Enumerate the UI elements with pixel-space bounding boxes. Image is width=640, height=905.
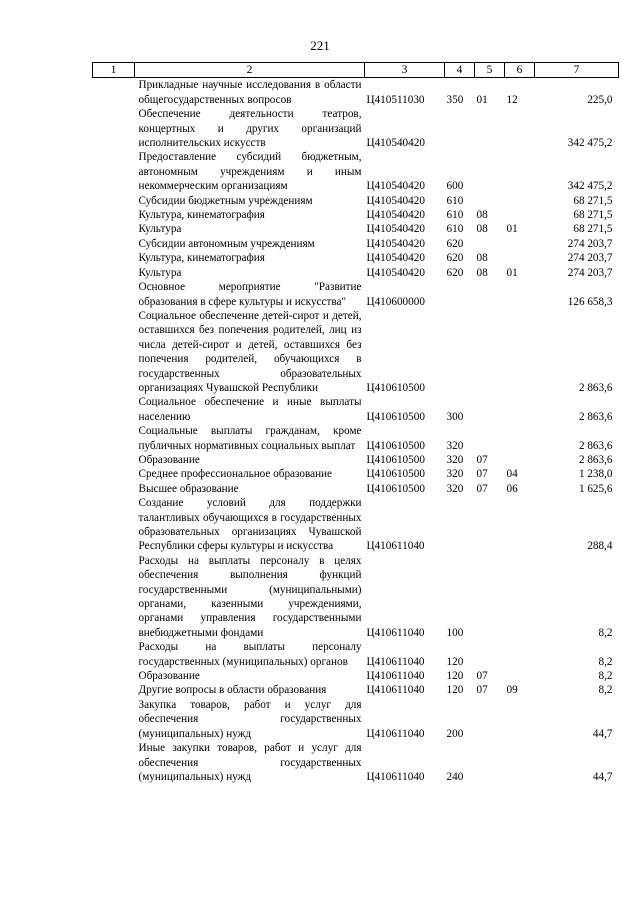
row-section: 08 xyxy=(476,209,488,222)
row-subsection xyxy=(505,251,535,265)
row-target-code: Ц410540420 xyxy=(366,223,425,236)
row-amount: 8,2 xyxy=(598,655,613,668)
row-amount: 8,2 xyxy=(598,670,613,683)
row-name: Среднее профессиональное образование xyxy=(138,468,333,481)
row-name: Прикладные научные исследования в области общегосударственных вопросов xyxy=(138,79,362,106)
row-amount: 342 475,2 xyxy=(567,137,613,150)
row-target-code: Ц410611040 xyxy=(366,670,425,683)
row-target-code: Ц410610500 xyxy=(366,482,425,495)
row-target-code: Ц410610500 xyxy=(366,381,425,394)
row-expense-type: 610 xyxy=(446,223,464,236)
row-amount: 2 863,6 xyxy=(578,381,613,394)
row-target-code: Ц410611040 xyxy=(366,770,425,783)
row-amount: 288,4 xyxy=(587,540,613,553)
row-name: Расходы на выплаты персоналу государственных (муниципальных) органов xyxy=(138,641,362,668)
row-empty-cell xyxy=(93,640,135,669)
row-expense-type: 100 xyxy=(446,626,464,639)
row-name: Иные закупки товаров, работ и услуг для обеспечения государственных (муниципальных) нужд xyxy=(138,742,362,783)
row-target-code: Ц410511030 xyxy=(366,93,425,106)
row-target-code: Ц410540420 xyxy=(366,237,425,250)
row-section xyxy=(475,640,505,669)
row-section xyxy=(475,309,505,395)
row-amount: 225,0 xyxy=(587,93,613,106)
table-row xyxy=(93,482,619,496)
row-expense-type xyxy=(445,280,475,309)
row-expense-type: 120 xyxy=(446,684,464,697)
budget-table xyxy=(92,62,619,784)
row-empty-cell xyxy=(93,251,135,265)
row-section xyxy=(475,150,505,193)
row-expense-type: 120 xyxy=(446,655,464,668)
row-section xyxy=(475,698,505,741)
row-expense-type: 610 xyxy=(446,209,464,222)
row-name: Социальное обеспечение детей-сирот и детей, оставшихся без попечения родителей, лиц из числа детей-сирот и детей, оставшихся без попечения родителей, обучающихся в государственных образовательных организациях Чувашской Республики xyxy=(138,309,362,394)
row-empty-cell xyxy=(93,741,135,784)
table-row xyxy=(93,194,619,208)
table-row xyxy=(93,698,619,741)
table-row xyxy=(93,669,619,683)
row-amount: 2 863,6 xyxy=(578,453,613,466)
row-section xyxy=(475,424,505,453)
row-empty-cell xyxy=(93,237,135,251)
row-expense-type xyxy=(445,496,475,554)
header-cell: 7 xyxy=(535,63,619,78)
row-amount: 68 271,5 xyxy=(573,194,613,207)
row-name: Создание условий для поддержки талантливых обучающихся в государственных образовательных организациях Чувашской Республики сферы культуры и искусства xyxy=(138,497,362,553)
row-target-code: Ц410540420 xyxy=(366,137,425,150)
row-subsection xyxy=(505,453,535,467)
row-name: Образование xyxy=(138,453,200,466)
header-cell: 6 xyxy=(505,63,535,78)
table-row xyxy=(93,251,619,265)
row-empty-cell xyxy=(93,222,135,236)
row-target-code: Ц410600000 xyxy=(366,295,425,308)
row-section: 07 xyxy=(476,468,488,481)
table-row xyxy=(93,741,619,784)
row-section xyxy=(475,395,505,424)
row-empty-cell xyxy=(93,107,135,150)
row-target-code: Ц410610500 xyxy=(366,453,425,466)
row-subsection: 01 xyxy=(506,223,518,236)
row-name: Высшее образование xyxy=(138,482,239,495)
table-row xyxy=(93,150,619,193)
row-target-code: Ц410611040 xyxy=(366,655,425,668)
row-name: Культура, кинематография xyxy=(138,209,265,222)
row-amount: 1 625,6 xyxy=(578,482,613,495)
row-target-code: Ц410611040 xyxy=(366,540,425,553)
table-row xyxy=(93,554,619,640)
row-target-code: Ц410610500 xyxy=(366,468,425,481)
row-target-code: Ц410610500 xyxy=(366,439,425,452)
row-empty-cell xyxy=(93,554,135,640)
row-section: 08 xyxy=(476,252,488,265)
row-empty-cell xyxy=(93,395,135,424)
row-section xyxy=(475,554,505,640)
row-name: Другие вопросы в области образования xyxy=(138,684,327,697)
row-subsection xyxy=(505,237,535,251)
row-section: 07 xyxy=(476,670,488,683)
header-cell: 2 xyxy=(135,63,365,78)
row-subsection xyxy=(505,150,535,193)
row-section: 07 xyxy=(476,684,488,697)
row-target-code: Ц410540420 xyxy=(366,266,425,279)
row-empty-cell xyxy=(93,698,135,741)
row-empty-cell xyxy=(93,453,135,467)
row-expense-type: 320 xyxy=(446,468,464,481)
row-empty-cell xyxy=(93,309,135,395)
row-name: Основное мероприятие "Развитие образования в сфере культуры и искусства" xyxy=(138,281,362,308)
table-row xyxy=(93,222,619,236)
row-amount: 126 658,3 xyxy=(567,295,613,308)
row-subsection xyxy=(505,741,535,784)
row-expense-type: 320 xyxy=(446,482,464,495)
row-subsection: 01 xyxy=(506,266,518,279)
header-cell: 4 xyxy=(445,63,475,78)
table-row xyxy=(93,266,619,280)
row-amount: 274 203,7 xyxy=(567,266,613,279)
row-empty-cell xyxy=(93,78,135,107)
row-target-code: Ц410611040 xyxy=(366,727,425,740)
table-row xyxy=(93,280,619,309)
row-section: 08 xyxy=(476,266,488,279)
row-name: Образование xyxy=(138,670,200,683)
table-row xyxy=(93,640,619,669)
row-section xyxy=(475,194,505,208)
table-row xyxy=(93,496,619,554)
row-empty-cell xyxy=(93,424,135,453)
row-subsection xyxy=(505,194,535,208)
header-cell: 3 xyxy=(365,63,445,78)
row-empty-cell xyxy=(93,194,135,208)
table-row xyxy=(93,683,619,697)
row-name: Расходы на выплаты персоналу в целях обеспечения выполнения функций государственными (муниципальными) органами, казенными учреждениями, органами управления государственными внебюджетными фондами xyxy=(138,554,362,639)
row-expense-type: 620 xyxy=(446,266,464,279)
table-row xyxy=(93,237,619,251)
row-section: 07 xyxy=(476,482,488,495)
row-expense-type xyxy=(445,107,475,150)
row-amount: 274 203,7 xyxy=(567,252,613,265)
row-expense-type: 200 xyxy=(446,727,464,740)
row-name: Социальное обеспечение и иные выплаты населению xyxy=(138,396,362,423)
row-amount: 8,2 xyxy=(598,684,613,697)
row-empty-cell xyxy=(93,280,135,309)
page-number: 221 xyxy=(310,38,330,53)
row-section: 01 xyxy=(476,93,488,106)
row-expense-type: 240 xyxy=(446,770,464,783)
header-cell: 1 xyxy=(93,63,135,78)
row-subsection xyxy=(505,669,535,683)
table-row xyxy=(93,395,619,424)
row-subsection xyxy=(505,280,535,309)
row-section xyxy=(475,496,505,554)
row-expense-type: 610 xyxy=(446,194,464,207)
row-empty-cell xyxy=(93,208,135,222)
row-section xyxy=(475,107,505,150)
row-target-code: Ц410611040 xyxy=(366,684,425,697)
table-row xyxy=(93,309,619,395)
row-empty-cell xyxy=(93,467,135,481)
row-subsection xyxy=(505,395,535,424)
table-row xyxy=(93,78,619,107)
table-row xyxy=(93,107,619,150)
row-amount: 44,7 xyxy=(592,727,613,740)
row-empty-cell xyxy=(93,266,135,280)
row-expense-type: 620 xyxy=(446,237,464,250)
row-target-code: Ц410540420 xyxy=(366,194,425,207)
row-amount: 44,7 xyxy=(592,770,613,783)
header-cell: 5 xyxy=(475,63,505,78)
row-subsection: 04 xyxy=(506,468,518,481)
table-header xyxy=(93,63,619,78)
row-section: 08 xyxy=(476,223,488,236)
row-empty-cell xyxy=(93,150,135,193)
row-expense-type: 120 xyxy=(446,670,464,683)
table-row xyxy=(93,453,619,467)
row-subsection xyxy=(505,309,535,395)
row-amount: 8,2 xyxy=(598,626,613,639)
row-amount: 68 271,5 xyxy=(573,209,613,222)
row-target-code: Ц410540420 xyxy=(366,180,425,193)
row-subsection xyxy=(505,496,535,554)
row-subsection: 12 xyxy=(506,93,518,106)
row-amount: 2 863,6 xyxy=(578,410,613,423)
row-amount: 342 475,2 xyxy=(567,180,613,193)
row-section xyxy=(475,280,505,309)
row-subsection: 06 xyxy=(506,482,518,495)
row-amount: 1 238,0 xyxy=(578,468,613,481)
row-target-code: Ц410610500 xyxy=(366,410,425,423)
row-target-code: Ц410611040 xyxy=(366,626,425,639)
row-name: Культура xyxy=(138,223,182,236)
row-expense-type: 320 xyxy=(446,439,464,452)
row-name: Обеспечение деятельности театров, концертных и других организаций исполнительских искусств xyxy=(138,108,362,150)
row-expense-type: 350 xyxy=(446,93,464,106)
row-subsection xyxy=(505,698,535,741)
row-name: Предоставление субсидий бюджетным, автономным учреждениям и иным некоммерческим организациям xyxy=(138,151,362,193)
row-amount: 68 271,5 xyxy=(573,223,613,236)
row-target-code: Ц410540420 xyxy=(366,252,425,265)
table-row xyxy=(93,208,619,222)
row-expense-type: 300 xyxy=(446,410,464,423)
table-row xyxy=(93,424,619,453)
row-name: Субсидии автономным учреждениям xyxy=(138,237,315,250)
row-subsection xyxy=(505,107,535,150)
row-name: Культура, кинематография xyxy=(138,252,265,265)
row-name: Социальные выплаты гражданам, кроме публичных нормативных социальных выплат xyxy=(138,425,362,452)
row-expense-type: 620 xyxy=(446,252,464,265)
row-subsection xyxy=(505,640,535,669)
row-subsection xyxy=(505,554,535,640)
table-body xyxy=(93,78,619,784)
row-target-code: Ц410540420 xyxy=(366,209,425,222)
row-empty-cell xyxy=(93,683,135,697)
row-section xyxy=(475,741,505,784)
row-subsection xyxy=(505,208,535,222)
row-name: Субсидии бюджетным учреждениям xyxy=(138,194,313,207)
row-empty-cell xyxy=(93,482,135,496)
row-name: Закупка товаров, работ и услуг для обеспечения государственных (муниципальных) нужд xyxy=(138,698,362,740)
row-name: Культура xyxy=(138,266,182,279)
row-expense-type: 600 xyxy=(446,180,464,193)
row-expense-type: 320 xyxy=(446,453,464,466)
row-amount: 2 863,6 xyxy=(578,439,613,452)
row-empty-cell xyxy=(93,496,135,554)
row-subsection xyxy=(505,424,535,453)
row-section: 07 xyxy=(476,453,488,466)
table-row xyxy=(93,467,619,481)
row-subsection: 09 xyxy=(506,684,518,697)
row-empty-cell xyxy=(93,669,135,683)
row-expense-type xyxy=(445,309,475,395)
row-amount: 274 203,7 xyxy=(567,237,613,250)
row-section xyxy=(475,237,505,251)
